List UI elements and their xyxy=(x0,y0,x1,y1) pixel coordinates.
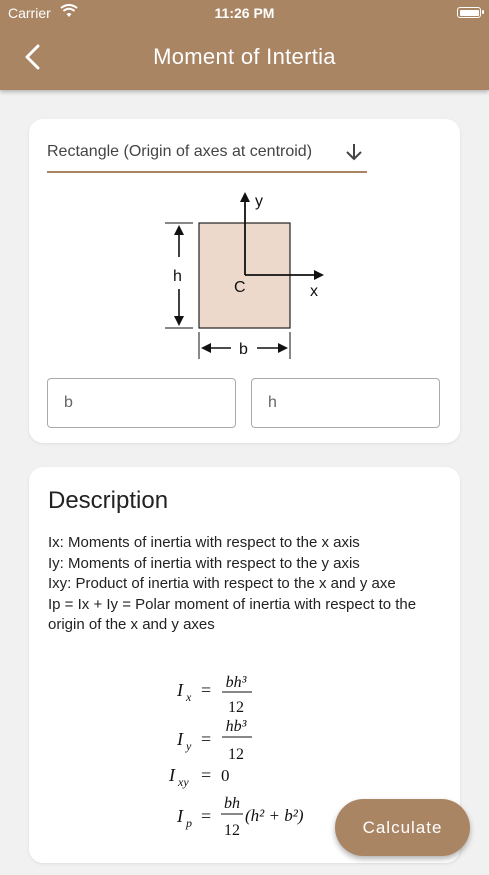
ip-symbol: I xyxy=(177,806,183,826)
carrier-label: Carrier xyxy=(8,5,51,21)
formula-iy xyxy=(176,718,252,763)
shape-dropdown[interactable] xyxy=(47,141,367,173)
description-line: Iy: Moments of inertia with respect to the y axis xyxy=(48,554,360,572)
b-dimension-label: b xyxy=(239,341,248,358)
formula-ip xyxy=(176,795,304,839)
description-line: Ip = Ix + Iy = Polar moment of inertia with respect to the origin of the x and y axes xyxy=(48,595,417,633)
shape-dropdown-value: Rectangle (Origin of axes at centroid) xyxy=(47,143,313,160)
clock: 11:26 PM xyxy=(214,5,275,21)
formula-ixy xyxy=(168,765,230,789)
ip-tail: (h² + b²) xyxy=(245,806,304,825)
ix-numerator: bh³ xyxy=(225,674,247,691)
battery-icon xyxy=(457,7,481,18)
ixy-value: 0 xyxy=(221,766,230,785)
ix-equals: = xyxy=(201,680,212,700)
h-input[interactable] xyxy=(251,378,440,428)
b-input[interactable] xyxy=(47,378,236,428)
formula-ix xyxy=(176,674,252,716)
h-dimension-label: h xyxy=(173,268,182,285)
ix-symbol: I xyxy=(177,680,183,700)
rectangle-diagram xyxy=(159,189,359,364)
ixy-symbol: I xyxy=(169,765,175,785)
x-axis-label: x xyxy=(310,283,318,300)
description-line: Ixy: Product of inertia with respect to the x and y axe xyxy=(48,575,396,592)
y-axis-label: y xyxy=(255,193,263,210)
ix-denominator: 12 xyxy=(228,699,244,716)
ix-subscript: x xyxy=(186,690,192,704)
description-text xyxy=(48,533,448,636)
iy-symbol: I xyxy=(177,729,183,749)
page-title: Moment of Intertia xyxy=(153,44,336,69)
ip-subscript: p xyxy=(186,816,192,830)
ip-equals: = xyxy=(201,806,212,826)
description-title: Description xyxy=(48,487,169,514)
shape-card xyxy=(29,119,460,443)
ixy-subscript: xy xyxy=(178,775,189,789)
status-bar xyxy=(0,4,489,24)
centroid-label: C xyxy=(234,279,246,296)
app-header xyxy=(0,0,489,90)
ip-denominator: 12 xyxy=(224,822,240,839)
iy-equals: = xyxy=(201,729,212,749)
arrow-down-icon xyxy=(343,141,365,163)
ixy-equals: = xyxy=(201,765,212,785)
iy-numerator: hb³ xyxy=(225,718,247,735)
iy-denominator: 12 xyxy=(228,746,244,763)
iy-subscript: y xyxy=(186,739,192,753)
description-line: Ix: Moments of inertia with respect to the x axis xyxy=(48,534,360,551)
calculate-button[interactable]: Calculate xyxy=(335,799,470,856)
ip-numerator: bh xyxy=(224,795,240,812)
